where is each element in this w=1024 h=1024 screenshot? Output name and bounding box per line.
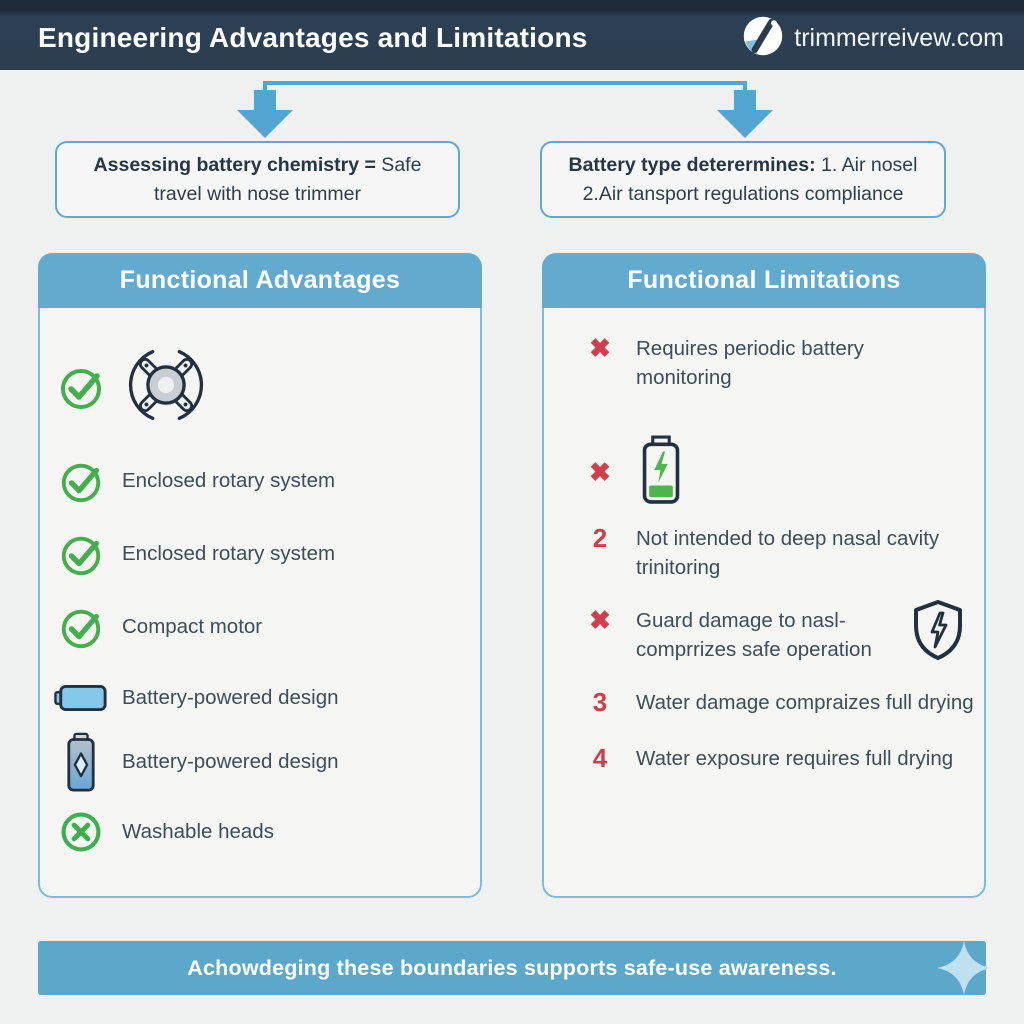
- site-name: trimmerreivew.com: [794, 23, 1004, 52]
- list-item: [556, 744, 976, 784]
- sparkle-icon: [935, 939, 993, 1003]
- advantage-label: Washable heads: [122, 820, 274, 843]
- advantage-label: Compact motor: [122, 615, 263, 638]
- list-item: [556, 334, 976, 398]
- advantage-label: Enclosed rotary system: [122, 542, 336, 565]
- x-marker: ✖: [589, 333, 611, 363]
- list-item: [556, 524, 976, 588]
- check-circle-icon: [52, 363, 110, 411]
- callout-battery-type: [540, 141, 946, 218]
- flow-connector: [0, 70, 1024, 142]
- check-circle-icon: [52, 531, 110, 577]
- washable-circle-x-icon: [52, 810, 110, 854]
- limitation-label: Water exposure requires full drying: [636, 747, 954, 770]
- check-circle-icon: [52, 604, 110, 650]
- list-item: [52, 603, 472, 651]
- number-marker: 3: [592, 687, 608, 717]
- list-item: [52, 530, 472, 578]
- battery-horizontal-icon: [52, 680, 110, 716]
- trimmer-logo-icon: [741, 14, 785, 63]
- callout-battery-chemistry: [55, 141, 460, 218]
- battery-vertical-icon: [52, 732, 110, 792]
- header-bar: [0, 0, 1024, 70]
- list-item: [556, 606, 976, 674]
- advantages-list: [38, 308, 482, 898]
- limitation-label: Requires periodic battery monitoring: [636, 337, 864, 390]
- list-item: [52, 344, 472, 430]
- site-branding: [741, 14, 1004, 63]
- list-item: [52, 674, 472, 722]
- number-marker: 4: [592, 743, 608, 773]
- battery-charging-icon: [638, 435, 684, 510]
- callout-text: Assessing battery chemistry = Safe travel with nose trimmer: [93, 154, 422, 205]
- limitation-label: Water damage compraizes full drying: [636, 691, 974, 714]
- down-arrow-icon: [717, 90, 773, 138]
- list-item: [556, 436, 976, 508]
- limitation-label: Not intended to deep nasal cavity trinitoring: [636, 527, 940, 580]
- check-circle-icon: [52, 458, 110, 504]
- limitations-header: Functional Limitations: [542, 253, 986, 308]
- page-title: Engineering Advantages and Limitations: [38, 22, 588, 53]
- list-item: [556, 688, 976, 728]
- advantage-label: Battery-powered design: [122, 750, 339, 773]
- list-item: [52, 808, 472, 856]
- advantage-label: Enclosed rotary system: [122, 469, 336, 492]
- list-item: [52, 457, 472, 505]
- advantages-panel: [38, 253, 482, 898]
- advantages-header: Functional Advantages: [38, 253, 482, 308]
- limitations-list: [542, 308, 986, 898]
- advantage-label: Battery-powered design: [122, 686, 339, 709]
- limitation-label: Guard damage to nasl- comprrizes safe operation: [636, 609, 872, 662]
- x-marker: ✖: [589, 456, 611, 487]
- list-item: [52, 732, 472, 792]
- callout-text: Battery type deterermines: 1. Air nosel 2.Air tansport regulations compliance: [568, 154, 918, 205]
- shield-bolt-icon: [910, 598, 966, 667]
- x-marker: ✖: [589, 605, 611, 635]
- footer-banner: [38, 941, 986, 995]
- limitations-panel: [542, 253, 986, 898]
- footer-text: Achowdeging these boundaries supports safe-use awareness.: [187, 955, 837, 980]
- down-arrow-icon: [237, 90, 293, 138]
- number-marker: 2: [592, 523, 608, 553]
- rotary-blade-icon: [126, 345, 206, 430]
